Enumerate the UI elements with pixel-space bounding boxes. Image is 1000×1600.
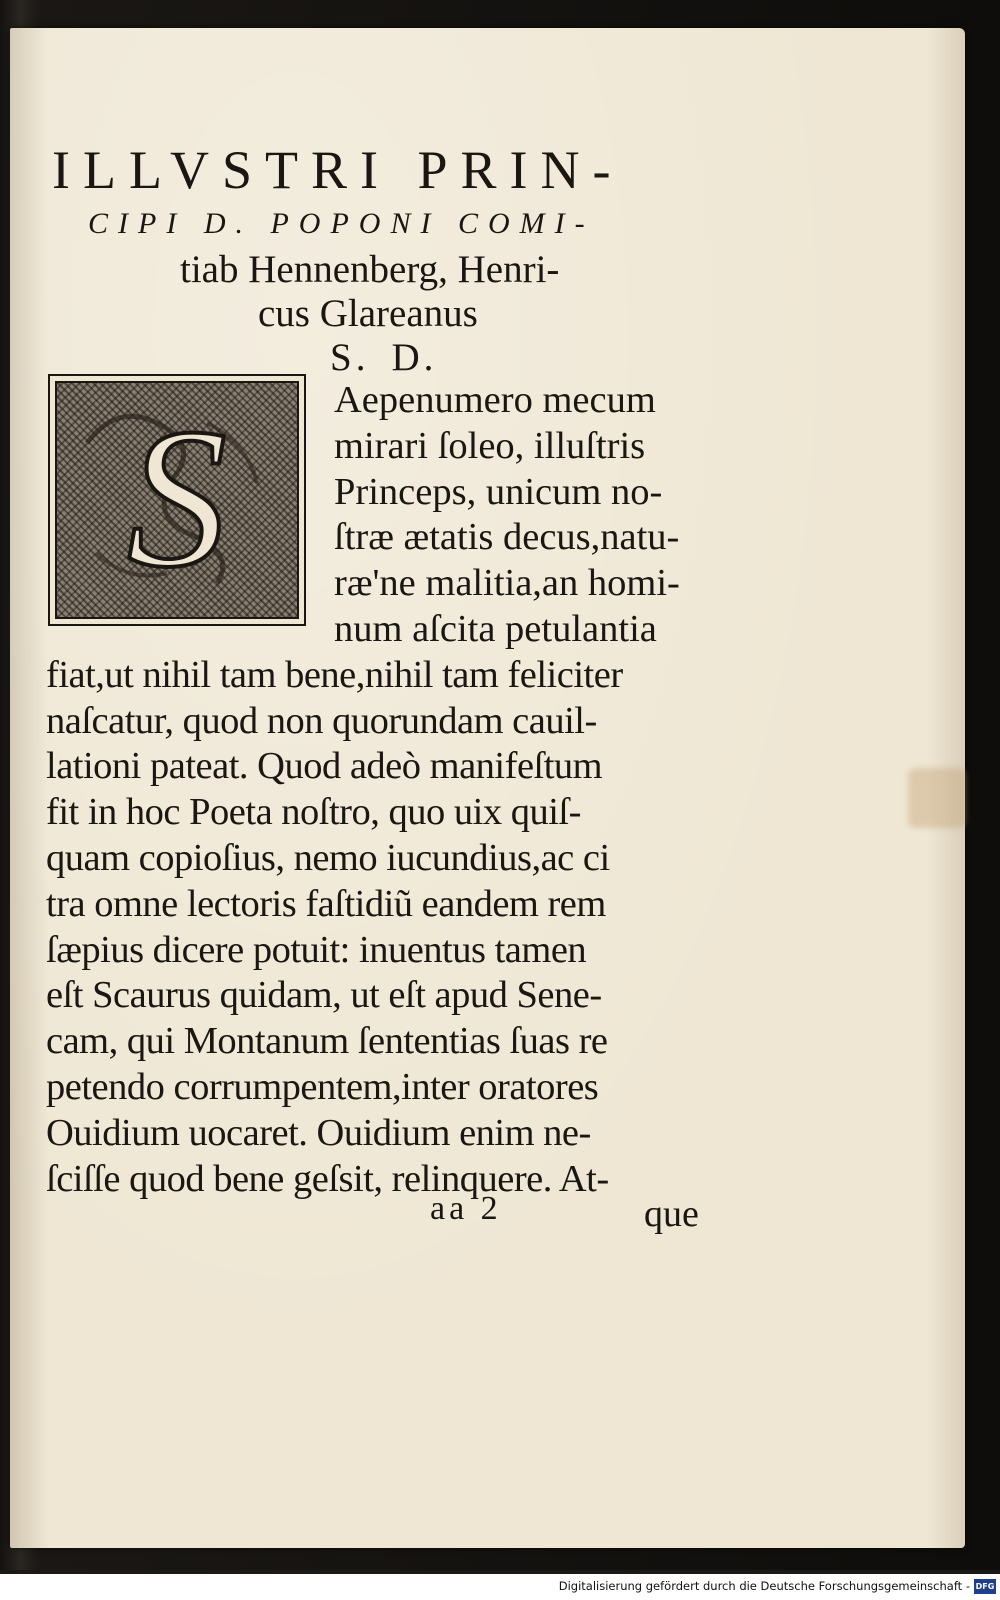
text-line: num aſcita petulantia xyxy=(334,607,657,650)
page-footer xyxy=(430,1190,730,1240)
catchword: que xyxy=(644,1193,699,1235)
heading-line-1: ILLVSTRI PRIN- xyxy=(52,140,624,200)
heading-line-2: CIPI D. POPONI COMI- xyxy=(88,207,595,240)
dedication-heading xyxy=(52,140,732,380)
heading-line-4: cus Glareanus xyxy=(258,292,478,335)
text-line: quam copioſius, nemo iucundius,ac ci xyxy=(46,836,610,879)
text-line: ſæpius dicere potuit: inuentus tamen xyxy=(46,928,587,971)
text-line: lationi pateat. Quod adeò manifeſtum xyxy=(46,745,603,788)
text-line: tra omne lectoris faſtidiũ eandem rem xyxy=(46,882,606,925)
text-line: Princeps, unicum no- xyxy=(334,470,663,513)
heading-salutation xyxy=(330,336,732,380)
credit-bar xyxy=(0,1574,1000,1600)
salutation-d: D. xyxy=(391,336,438,379)
text-line: mirari ſoleo, illuſtris xyxy=(334,424,646,467)
salutation-s: S. xyxy=(330,336,370,379)
initial-letter: S xyxy=(127,388,227,609)
text-line: naſcatur, quod non quorundam cauil- xyxy=(46,699,597,742)
text-line: fiat,ut nihil tam bene,nihil tam feliciter xyxy=(46,653,623,696)
text-line: cam, qui Montanum ſententias ſuas re xyxy=(46,1020,608,1063)
heading-line-3: tiab Hennenberg, Henri- xyxy=(180,248,560,291)
text-line: ſtræ ætatis decus,natu- xyxy=(334,516,680,559)
dfg-logo-icon: DFG xyxy=(974,1579,996,1594)
text-line: petendo corrumpentem,inter oratores xyxy=(46,1065,599,1108)
text-line: Aepenumero mecum xyxy=(334,379,656,421)
body-text xyxy=(46,378,736,1202)
text-line: ræ'ne malitia,an homi- xyxy=(334,562,680,605)
text-line: Ouidium uocaret. Ouidium enim ne- xyxy=(46,1111,591,1154)
paper-stain xyxy=(908,768,966,828)
funding-credit: Digitalisierung gefördert durch die Deutsche Forschungsgemeinschaft - xyxy=(558,1579,970,1593)
signature-mark: aa 2 xyxy=(430,1190,502,1227)
text-line: ſciſſe quod bene geſsit, relinquere. At- xyxy=(46,1157,609,1200)
text-line: eſt Scaurus quidam, ut eſt apud Sene- xyxy=(46,974,602,1017)
text-line: fit in hoc Poeta noſtro, quo uix quiſ- xyxy=(46,791,581,834)
